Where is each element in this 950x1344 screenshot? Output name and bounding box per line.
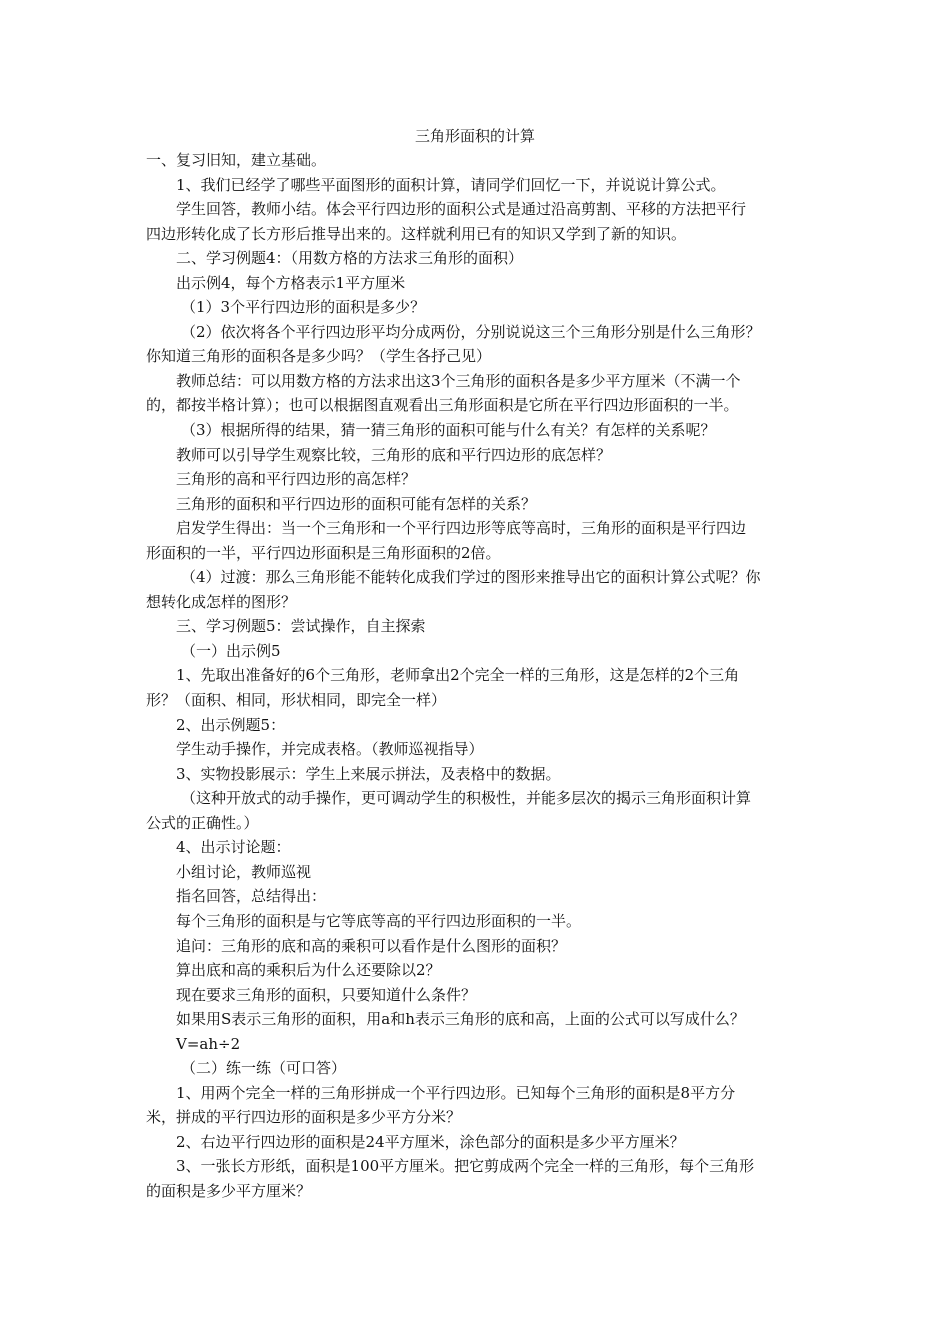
- text-line: 想转化成怎样的图形？: [146, 592, 297, 611]
- document-title: 三角形面积的计算: [414, 127, 535, 145]
- text-line: 公式的正确性。）: [146, 813, 259, 832]
- text-line: 出示例4，每个方格表示1平方厘米: [176, 273, 406, 292]
- text-line: 教师可以引导学生观察比较，三角形的底和平行四边形的底怎样？: [176, 445, 612, 464]
- text-line: （4）过渡：那么三角形能不能转化成我们学过的图形来推导出它的面积计算公式呢？你: [181, 568, 761, 587]
- text-line: 如果用S表示三角形的面积，用a和h表示三角形的底和高，上面的公式可以写成什么？: [176, 1010, 745, 1029]
- text-line: 2、出示例题5：: [176, 715, 286, 734]
- text-line: （2）依次将各个平行四边形平均分成两份，分别说说这三个三角形分别是什么三角形？: [181, 322, 761, 341]
- text-line: 教师总结：可以用数方格的方法求出这3个三角形的面积各是多少平方厘米（不满一个: [176, 371, 741, 390]
- text-line: 形面积的一半，平行四边形面积是三角形面积的2倍。: [146, 543, 501, 562]
- text-line: （这种开放式的动手操作，更可调动学生的积极性，并能多层次的揭示三角形面积计算: [181, 789, 752, 808]
- text-line: 启发学生得出：当一个三角形和一个平行四边形等底等高时，三角形的面积是平行四边: [176, 519, 747, 538]
- text-line: 三角形的面积和平行四边形的面积可能有怎样的关系？: [176, 494, 537, 513]
- text-line: 三角形的高和平行四边形的高怎样？: [176, 470, 417, 489]
- text-line: 1、先取出准备好的6个三角形，老师拿出2个完全一样的三角形，这是怎样的2个三角: [176, 666, 740, 685]
- text-line: 1、用两个完全一样的三角形拼成一个平行四边形。已知每个三角形的面积是8平方分: [176, 1083, 736, 1102]
- text-line: 米，拼成的平行四边形的面积是多少平方分米？: [146, 1108, 462, 1127]
- text-line: 四边形转化成了长方形后推导出来的。这样就利用已有的知识又学到了新的知识。: [146, 224, 687, 243]
- text-line: 1、我们已经学了哪些平面图形的面积计算，请同学们回忆一下，并说说计算公式。: [176, 175, 726, 194]
- formula: V=ah÷2: [176, 1034, 241, 1053]
- text-line: 小组讨论，教师巡视: [176, 862, 312, 881]
- text-line: （3）根据所得的结果，猜一猜三角形的面积可能与什么有关？有怎样的关系呢？: [181, 421, 716, 440]
- text-line: 你知道三角形的面积各是多少吗？（学生各抒己见）: [146, 347, 492, 366]
- text-line: 的，都按半格计算）；也可以根据图直观看出三角形面积是它所在平行四边形面积的一半。: [146, 396, 739, 415]
- text-line: 3、实物投影展示：学生上来展示拼法，及表格中的数据。: [176, 764, 561, 783]
- text-line: 二、学习例题4：（用数方格的方法求三角形的面积）: [176, 249, 524, 268]
- text-line: 现在要求三角形的面积，只要知道什么条件？: [176, 985, 477, 1004]
- text-line: 形？（面积、相同，形状相同，即完全一样）: [146, 691, 447, 710]
- text-line: 学生回答，教师小结。体会平行四边形的面积公式是通过沿高剪割、平移的方法把平行: [176, 200, 747, 219]
- text-line: 每个三角形的面积是与它等底等高的平行四边形面积的一半。: [176, 911, 582, 930]
- text-line: 追问：三角形的底和高的乘积可以看作是什么图形的面积？: [176, 936, 567, 955]
- text-line: 4、出示讨论题：: [176, 838, 291, 857]
- text-line: （一）出示例5: [181, 641, 281, 660]
- text-line: 算出底和高的乘积后为什么还要除以2？: [176, 961, 441, 980]
- text-line: 学生动手操作，并完成表格。（教师巡视指导）: [176, 740, 484, 759]
- text-line: 的面积是多少平方厘米？: [146, 1181, 312, 1200]
- text-line: （二）练一练（可口答）: [181, 1059, 347, 1078]
- text-line: （1）3个平行四边形的面积是多少？: [181, 298, 426, 317]
- document-body: [146, 148, 818, 1204]
- text-line: 指名回答，总结得出：: [176, 887, 327, 906]
- text-line: 3、一张长方形纸，面积是100平方厘米。把它剪成两个完全一样的三角形，每个三角形: [176, 1157, 755, 1176]
- text-line: 三、学习例题5：尝试操作，自主探索: [176, 617, 426, 636]
- text-line: 一、复习旧知，建立基础。: [146, 151, 327, 169]
- text-line: 2、右边平行四边形的面积是24平方厘米，涂色部分的面积是多少平方厘米？: [176, 1132, 685, 1151]
